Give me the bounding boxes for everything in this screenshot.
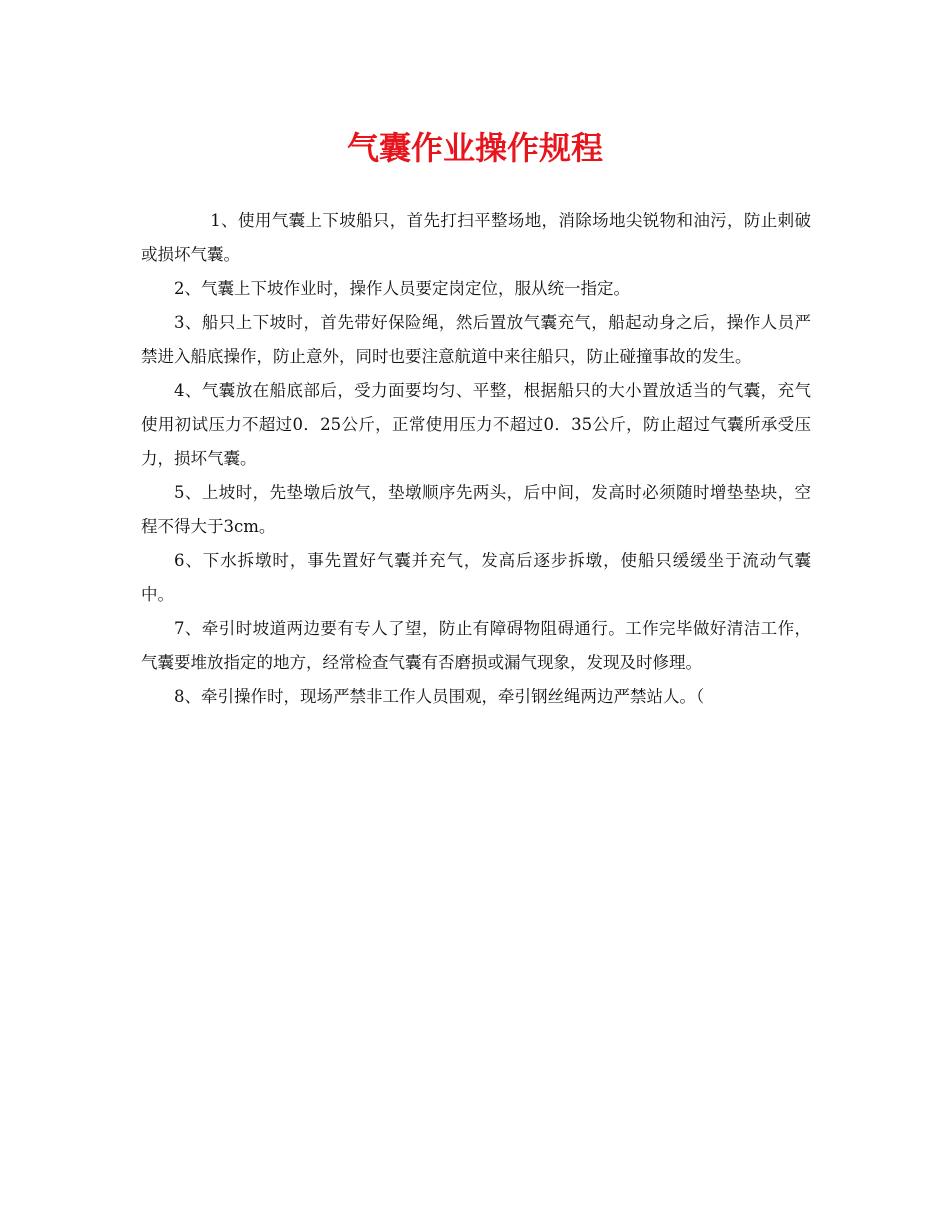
paragraph-7: 7、牵引时坡道两边要有专人了望，防止有障碍物阻碍通行。工作完毕做好清洁工作，气囊要堆放指定的地方，经常检查气囊有否磨损或漏气现象，发现及时修理。 bbox=[141, 619, 811, 672]
paragraph-2: 2、气囊上下坡作业时，操作人员要定岗定位，服从统一指定。 bbox=[174, 279, 630, 298]
paragraph-1: 1、使用气囊上下坡船只，首先打扫平整场地，消除场地尖锐物和油污，防止刺破或损坏气囊。 bbox=[141, 211, 811, 264]
paragraph-5: 5、上坡时，先垫墩后放气，垫墩顺序先两头，后中间，发高时必须随时增垫垫块，空程不得大于3cm。 bbox=[141, 483, 811, 536]
document-body bbox=[141, 204, 811, 714]
paragraph-3: 3、船只上下坡时，首先带好保险绳，然后置放气囊充气，船起动身之后，操作人员严禁进入船底操作，防止意外，同时也要注意航道中来往船只，防止碰撞事故的发生。 bbox=[141, 313, 811, 366]
paragraph-6: 6、下水拆墩时，事先置好气囊并充气，发高后逐步拆墩，使船只缓缓坐于流动气囊中。 bbox=[141, 551, 811, 604]
paragraph-4: 4、气囊放在船底部后，受力面要均匀、平整，根据船只的大小置放适当的气囊，充气使用初试压力不超过0．25公斤，正常使用压力不超过0．35公斤，防止超过气囊所承受压力，损坏气囊。 bbox=[141, 381, 811, 468]
paragraph-8: 8、牵引操作时，现场严禁非工作人员围观，牵引钢丝绳两边严禁站人。（ bbox=[174, 687, 705, 706]
page-title: 气囊作业操作规程 bbox=[346, 129, 603, 167]
